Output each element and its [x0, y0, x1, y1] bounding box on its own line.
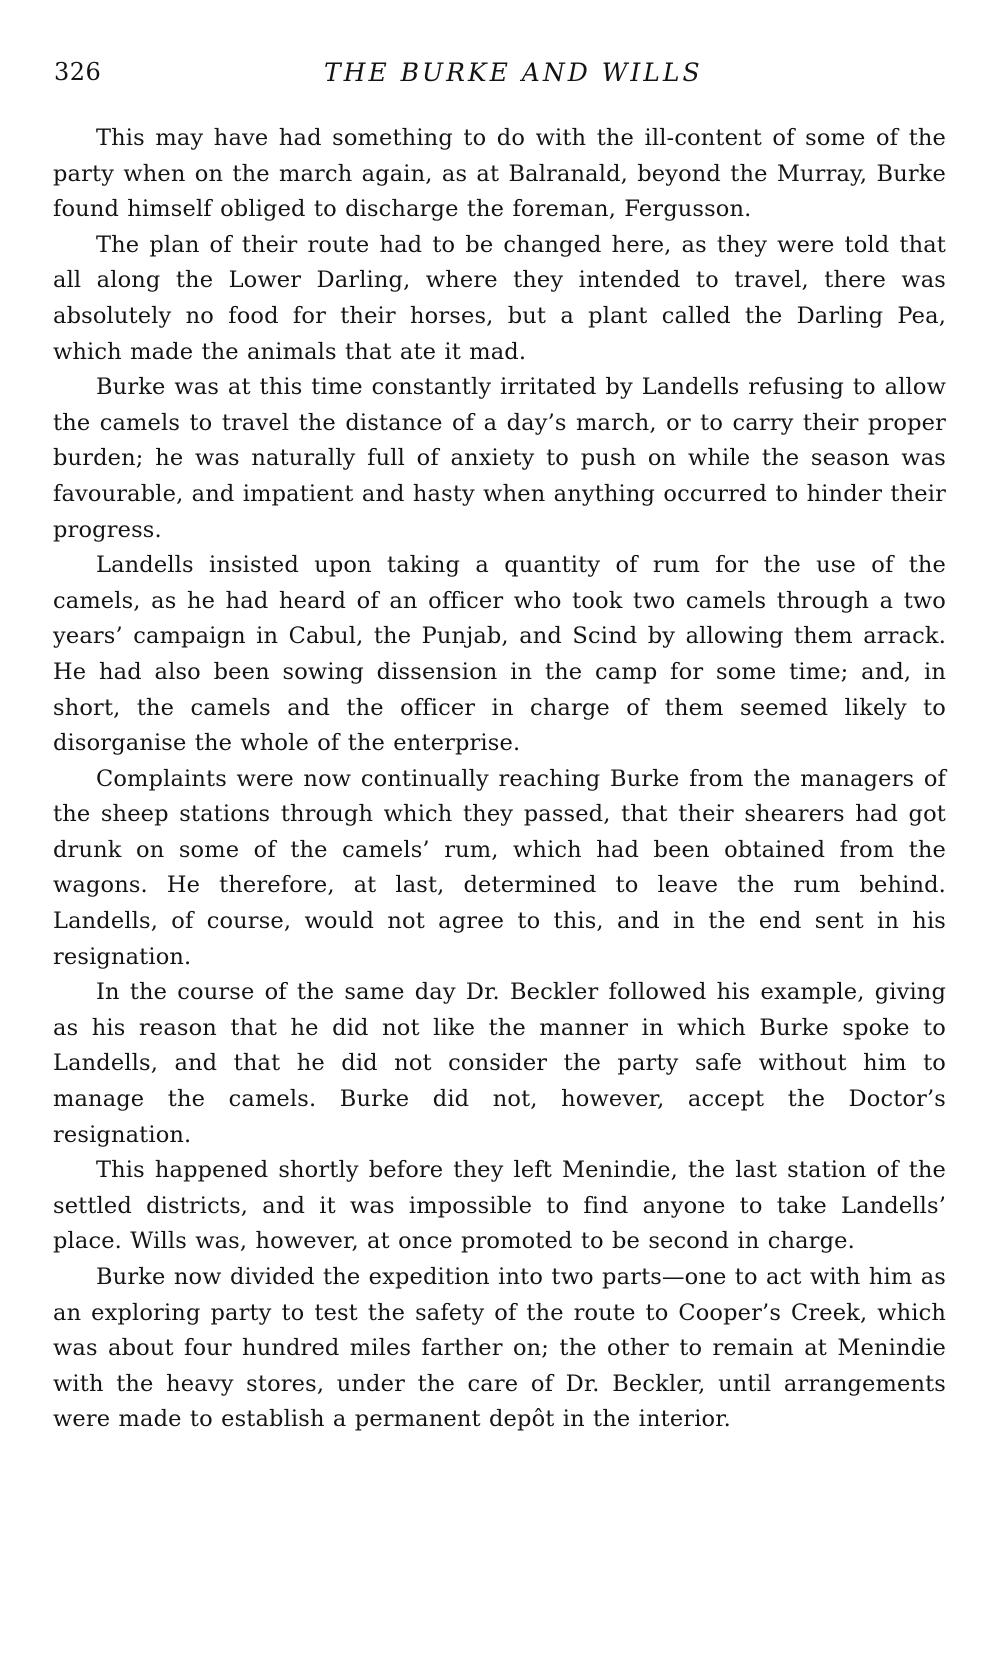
page-header — [54, 58, 944, 98]
paragraph-3: Burke was at this time constantly irritated by Landells refusing to allow the camels to travel the distance of a day’s march, or to carry their proper burden; he was naturally full of anxiety to push on while the season was favourable, and impatient and hasty when anything occurred to hinder their progress. — [53, 374, 946, 543]
paragraph-5: Complaints were now continually reaching Burke from the managers of the sheep stations through which they passed, that their shearers had got drunk on some of the camels’ rum, which had been obtained from the wagons. He therefore, at last, determined to leave the rum behind. Landells, of course, would not agree to this, and in the end sent in his resignation. — [53, 765, 946, 970]
running-title: THE BURKE AND WILLS — [324, 58, 703, 87]
paragraph-6: In the course of the same day Dr. Beckler followed his example, giving as his reason that he did not like the manner in which Burke spoke to Landells, and that he did not consider the party safe without him to manage the camels. Burke did not, however, accept the Doctor’s resignation. — [53, 979, 946, 1148]
paragraph-1: This may have had something to do with the ill-content of some of the party when on the march again, as at Balranald, beyond the Murray, Burke found himself obliged to discharge the foreman, Fergusson. — [53, 125, 946, 223]
paragraph-7: This happened shortly before they left Menindie, the last station of the settled districts, and it was impossible to find anyone to take Landells’ place. Wills was, however, at once promoted to be second in charge. — [53, 1157, 946, 1255]
paragraph-8: Burke now divided the expedition into two parts—one to act with him as an exploring party to test the safety of the route to Cooper’s Creek, which was about four hundred miles farther on; the other to remain at Menindie with the heavy stores, under the care of Dr. Beckler, until arrangements were made to establish a permanent depôt in the interior. — [53, 1264, 946, 1433]
page-number: 326 — [54, 58, 102, 86]
paragraph-4: Landells insisted upon taking a quantity of rum for the use of the camels, as he had heard of an officer who took two camels through a two years’ campaign in Cabul, the Punjab, and Scind by allowing them arrack. He had also been sowing dissension in the camp for some time; and, in short, the camels and the officer in charge of them seemed likely to disorganise the whole of the enterprise. — [53, 552, 946, 757]
body-text — [53, 121, 946, 1438]
paragraph-2: The plan of their route had to be changed here, as they were told that all along the Lower Darling, where they intended to travel, there was absolutely no food for their horses, but a plant called the Darling Pea, which made the animals that ate it mad. — [53, 231, 946, 365]
